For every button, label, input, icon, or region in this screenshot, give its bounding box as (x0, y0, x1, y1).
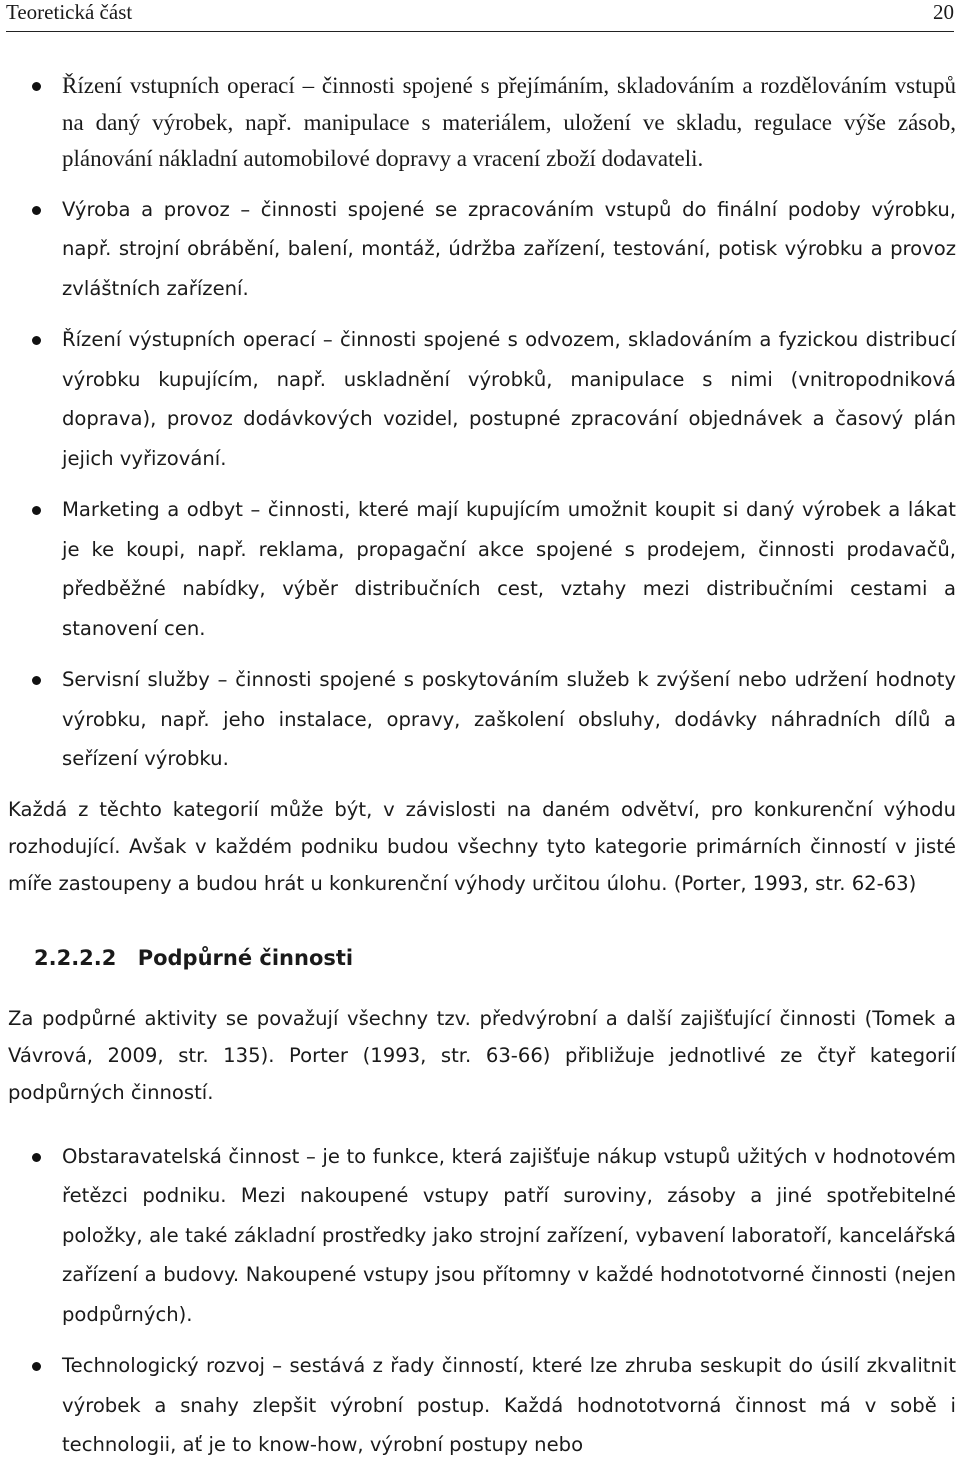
list-item (8, 320, 956, 478)
primary-activities-list-continued (8, 190, 956, 779)
bullet-icon (32, 206, 41, 215)
list-item-text: Marketing a odbyt – činnosti, které mají kupujícím umožnit koupit si daný výrobek a lákat je ke koupi, např. reklama, propagační akce spojené s prodejem, činnosti prodavačů, předběžné nabídky, výběr distribučních cest, vztahy mezi distribučními cestami a stanovení cen. (62, 498, 956, 640)
bullet-icon (32, 676, 41, 685)
list-item-text: Servisní služby – činnosti spojené s poskytováním služeb k zvýšení nebo udržení hodnoty výrobku, např. jeho instalace, opravy, zaškolení obsluhy, dodávky náhradních dílů a seřízení výrobku. (62, 668, 956, 770)
section-heading (34, 946, 956, 970)
list-item (8, 490, 956, 648)
list-item-text: Řízení výstupních operací – činnosti spojené s odvozem, skladováním a fyzickou distribucí výrobku kupujícím, např. uskladnění výrobků, manipulace s nimi (vnitropodniková doprava), provoz dodávkových vozidel, postupné zpracování objednávek a časový plán jejich vyřizování. (62, 328, 956, 470)
bullet-icon (32, 1153, 41, 1162)
support-activities-list (8, 1137, 956, 1465)
section-title: Teoretická část (6, 0, 133, 24)
bullet-icon (32, 336, 41, 345)
list-item (8, 660, 956, 779)
body-paragraph: Za podpůrné aktivity se považují všechny tzv. předvýrobní a další zajišťující činnosti (Tomek a Vávrová, 2009, str. 135). Porter (1993, str. 63-66) přibližuje jednotlivé ze čtyř kategorií podpůrných činností. (8, 1006, 956, 1104)
heading-number: 2.2.2.2 (34, 945, 117, 970)
primary-activities-list (8, 68, 956, 178)
list-item (8, 68, 956, 178)
body-paragraph: Každá z těchto kategorií může být, v závislosti na daném odvětví, pro konkurenční výhodu rozhodující. Avšak v každém podniku budou všechny tyto kategorie primárních činností v jisté míře zastoupeny a budou hrát u konkurenční výhody určitou úlohu. (Porter, 1993, str. 62-63) (8, 797, 956, 895)
list-item-text: Výroba a provoz – činnosti spojené se zpracováním vstupů do finální podoby výrobku, např. strojní obrábění, balení, montáž, údržba zařízení, testování, potisk výrobku a provoz zvláštních zařízení. (62, 197, 956, 300)
bullet-icon (32, 1362, 41, 1371)
page-number: 20 (933, 0, 954, 24)
page-header (6, 0, 954, 32)
list-item-text: Obstaravatelská činnost – je to funkce, která zajišťuje nákup vstupů užitých v hodnotovém řetězci podniku. Mezi nakoupené vstupy patří suroviny, zásoby a jiné spotřebitelné položky, ale také základní prostředky jako strojní zařízení, vybavení laboratoří, kancelářská zařízení a budovy. Nakoupené vstupy jsou přítomny v každé hodnototvorné činnosti (nejen podpůrných). (62, 1144, 956, 1326)
page-content (8, 68, 956, 1477)
list-item-text: Řízení vstupních operací – činnosti spojené s přejímáním, skladováním a rozdělováním vstupů na daný výrobek, např. manipulace s materiálem, uložení ve skladu, regulace výše zásob, plánování nákladní automobilové dopravy a vracení zboží dodavateli. (62, 73, 956, 171)
heading-title: Podpůrné činnosti (137, 945, 354, 970)
bullet-icon (32, 82, 41, 91)
list-item (8, 190, 956, 309)
list-item (8, 1346, 956, 1465)
list-item-text: Technologický rozvoj – sestává z řady činností, které lze zhruba seskupit do úsilí zkvalitnit výrobek a snahy zlepšit výrobní postup. Každá hodnototvorná činnost má v sobě i technologii, ať je to know-how, výrobní postupy nebo (62, 1354, 956, 1456)
list-item (8, 1137, 956, 1335)
bullet-icon (32, 506, 41, 515)
